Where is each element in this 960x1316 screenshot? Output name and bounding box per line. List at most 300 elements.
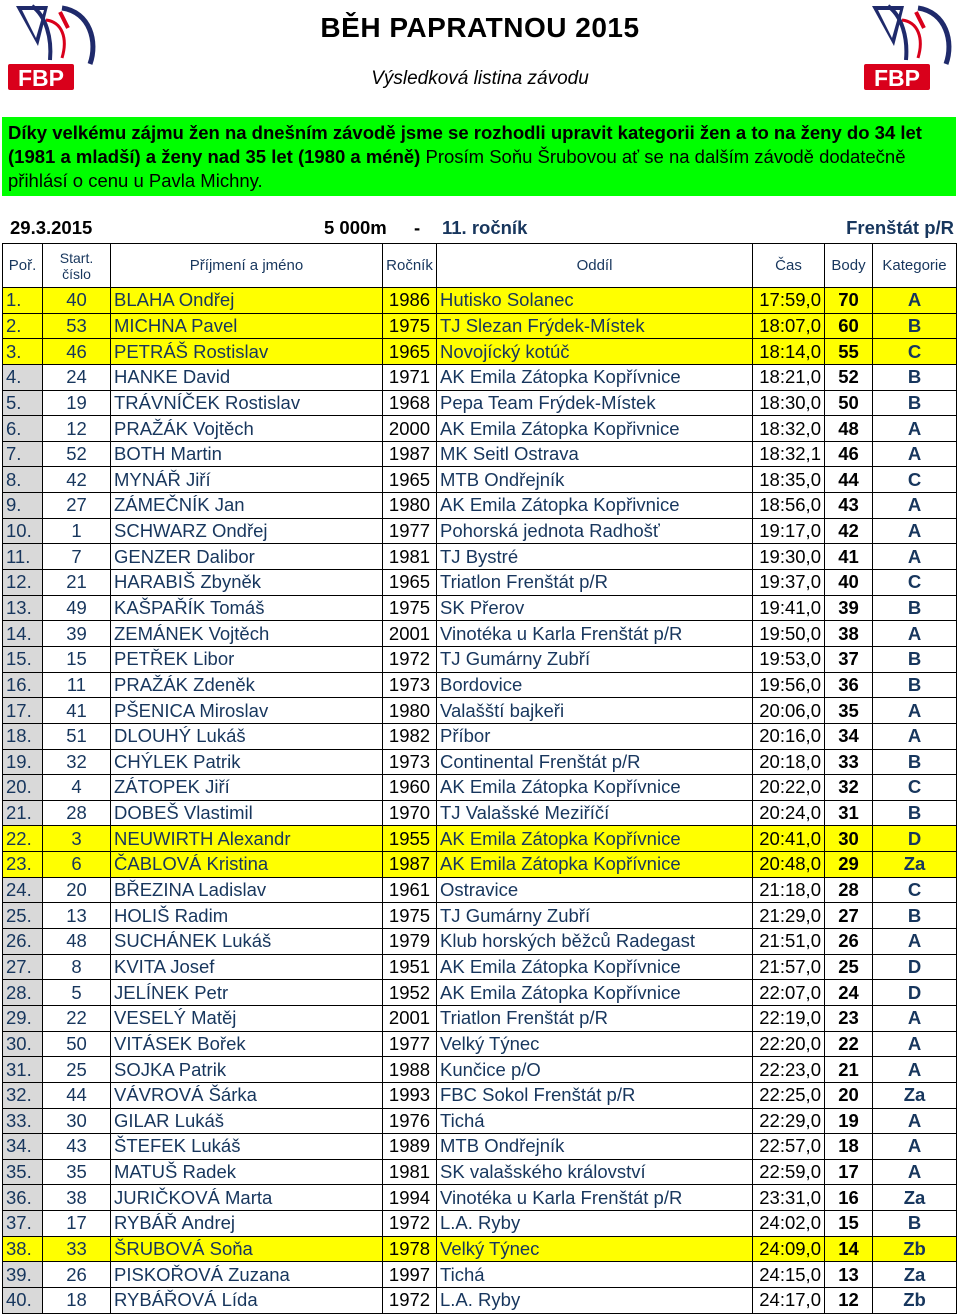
start-number-cell: 20 [43, 877, 111, 903]
start-number-cell: 21 [43, 570, 111, 596]
name-cell: KVITA Josef [111, 954, 383, 980]
year-cell: 1976 [383, 1108, 437, 1134]
year-cell: 1972 [383, 646, 437, 672]
points-cell: 43 [825, 493, 873, 519]
table-row [3, 1211, 957, 1237]
header-name: Příjmení a jméno [111, 244, 383, 288]
year-cell: 1977 [383, 1031, 437, 1057]
header-time: Čas [753, 244, 825, 288]
start-number-cell: 50 [43, 1031, 111, 1057]
start-number-cell: 4 [43, 775, 111, 801]
name-cell: JELÍNEK Petr [111, 980, 383, 1006]
time-cell: 22:59,0 [753, 1159, 825, 1185]
table-header-row [3, 244, 957, 288]
start-number-cell: 44 [43, 1082, 111, 1108]
start-number-cell: 17 [43, 1211, 111, 1237]
category-cell: A [873, 1005, 957, 1031]
year-cell: 1977 [383, 518, 437, 544]
points-cell: 50 [825, 390, 873, 416]
header-rank: Poř. [3, 244, 43, 288]
start-number-cell: 53 [43, 313, 111, 339]
category-cell: C [873, 877, 957, 903]
time-cell: 20:06,0 [753, 698, 825, 724]
year-cell: 1978 [383, 1236, 437, 1262]
club-cell: MTB Ondřejník [437, 1134, 753, 1160]
points-cell: 21 [825, 1057, 873, 1083]
club-cell: Velký Týnec [437, 1031, 753, 1057]
points-cell: 28 [825, 877, 873, 903]
rank-cell: 4. [3, 364, 43, 390]
race-edition: 11. ročník [442, 217, 528, 238]
club-cell: TJ Gumárny Zubří [437, 903, 753, 929]
name-cell: GILAR Lukáš [111, 1108, 383, 1134]
points-cell: 55 [825, 339, 873, 365]
table-row [3, 672, 957, 698]
name-cell: HARABIŠ Zbyněk [111, 570, 383, 596]
year-cell: 1975 [383, 313, 437, 339]
category-cell: C [873, 467, 957, 493]
category-cell: C [873, 775, 957, 801]
table-row [3, 1108, 957, 1134]
points-cell: 40 [825, 570, 873, 596]
start-number-cell: 8 [43, 954, 111, 980]
rank-cell: 35. [3, 1159, 43, 1185]
start-number-cell: 38 [43, 1185, 111, 1211]
time-cell: 20:48,0 [753, 852, 825, 878]
category-cell: A [873, 1159, 957, 1185]
start-number-cell: 24 [43, 364, 111, 390]
start-number-cell: 7 [43, 544, 111, 570]
start-number-cell: 32 [43, 749, 111, 775]
time-cell: 22:29,0 [753, 1108, 825, 1134]
points-cell: 15 [825, 1211, 873, 1237]
start-number-cell: 51 [43, 723, 111, 749]
table-row [3, 390, 957, 416]
table-row [3, 416, 957, 442]
club-cell: TJ Bystré [437, 544, 753, 570]
year-cell: 1989 [383, 1134, 437, 1160]
svg-text:FBP: FBP [874, 65, 920, 91]
table-row [3, 826, 957, 852]
year-cell: 1965 [383, 570, 437, 596]
start-number-cell: 13 [43, 903, 111, 929]
rank-cell: 34. [3, 1134, 43, 1160]
club-cell: TJ Gumárny Zubří [437, 646, 753, 672]
club-cell: Příbor [437, 723, 753, 749]
year-cell: 1988 [383, 1057, 437, 1083]
time-cell: 18:07,0 [753, 313, 825, 339]
table-row [3, 313, 957, 339]
start-number-cell: 49 [43, 595, 111, 621]
table-row [3, 570, 957, 596]
name-cell: SUCHÁNEK Lukáš [111, 929, 383, 955]
category-cell: A [873, 723, 957, 749]
points-cell: 22 [825, 1031, 873, 1057]
points-cell: 12 [825, 1287, 873, 1313]
category-cell: B [873, 749, 957, 775]
start-number-cell: 26 [43, 1262, 111, 1288]
name-cell: PETŘEK Libor [111, 646, 383, 672]
time-cell: 23:31,0 [753, 1185, 825, 1211]
year-cell: 1993 [383, 1082, 437, 1108]
category-cell: A [873, 441, 957, 467]
time-cell: 20:24,0 [753, 800, 825, 826]
table-row [3, 749, 957, 775]
start-number-cell: 22 [43, 1005, 111, 1031]
start-number-cell: 11 [43, 672, 111, 698]
club-cell: AK Emila Zátopka Kopřívnice [437, 852, 753, 878]
category-cell: B [873, 800, 957, 826]
time-cell: 18:30,0 [753, 390, 825, 416]
table-row [3, 518, 957, 544]
time-cell: 21:51,0 [753, 929, 825, 955]
club-cell: Ostravice [437, 877, 753, 903]
club-cell: Pepa Team Frýdek-Místek [437, 390, 753, 416]
category-cell: C [873, 570, 957, 596]
start-number-cell: 12 [43, 416, 111, 442]
rank-cell: 40. [3, 1287, 43, 1313]
name-cell: PRAŽÁK Vojtěch [111, 416, 383, 442]
table-row [3, 929, 957, 955]
category-cell: B [873, 672, 957, 698]
club-cell: Triatlon Frenštát p/R [437, 570, 753, 596]
category-cell: Zb [873, 1236, 957, 1262]
category-cell: A [873, 416, 957, 442]
club-cell: Valašští bajkeři [437, 698, 753, 724]
points-cell: 60 [825, 313, 873, 339]
club-cell: TJ Valašské Meziříčí [437, 800, 753, 826]
time-cell: 24:02,0 [753, 1211, 825, 1237]
name-cell: ZEMÁNEK Vojtěch [111, 621, 383, 647]
year-cell: 1973 [383, 749, 437, 775]
rank-cell: 26. [3, 929, 43, 955]
rank-cell: 19. [3, 749, 43, 775]
table-row [3, 903, 957, 929]
points-cell: 52 [825, 364, 873, 390]
name-cell: MATUŠ Radek [111, 1159, 383, 1185]
rank-cell: 10. [3, 518, 43, 544]
time-cell: 22:25,0 [753, 1082, 825, 1108]
time-cell: 18:32,1 [753, 441, 825, 467]
name-cell: ŠRUBOVÁ Soňa [111, 1236, 383, 1262]
points-cell: 16 [825, 1185, 873, 1211]
time-cell: 24:09,0 [753, 1236, 825, 1262]
points-cell: 41 [825, 544, 873, 570]
start-number-cell: 6 [43, 852, 111, 878]
category-notice [2, 117, 956, 196]
category-cell: B [873, 646, 957, 672]
category-cell: A [873, 544, 957, 570]
name-cell: PŠENICA Miroslav [111, 698, 383, 724]
category-cell: Zb [873, 1287, 957, 1313]
points-cell: 26 [825, 929, 873, 955]
category-cell: A [873, 1031, 957, 1057]
table-row [3, 698, 957, 724]
rank-cell: 12. [3, 570, 43, 596]
rank-cell: 8. [3, 467, 43, 493]
table-row [3, 980, 957, 1006]
name-cell: CHÝLEK Patrik [111, 749, 383, 775]
table-row [3, 1262, 957, 1288]
club-cell: SK valašského království [437, 1159, 753, 1185]
year-cell: 1965 [383, 467, 437, 493]
category-cell: D [873, 954, 957, 980]
year-cell: 1975 [383, 903, 437, 929]
rank-cell: 27. [3, 954, 43, 980]
points-cell: 23 [825, 1005, 873, 1031]
category-cell: A [873, 493, 957, 519]
start-number-cell: 52 [43, 441, 111, 467]
name-cell: DLOUHÝ Lukáš [111, 723, 383, 749]
name-cell: DOBEŠ Vlastimil [111, 800, 383, 826]
club-cell: Vinotéka u Karla Frenštát p/R [437, 1185, 753, 1211]
start-number-cell: 39 [43, 621, 111, 647]
name-cell: HOLIŠ Radim [111, 903, 383, 929]
year-cell: 1997 [383, 1262, 437, 1288]
race-info [10, 217, 954, 241]
table-row [3, 1005, 957, 1031]
page-title: BĚH PAPRATNOU 2015 [320, 12, 640, 43]
name-cell: GENZER Dalibor [111, 544, 383, 570]
club-cell: Kunčice p/O [437, 1057, 753, 1083]
table-row [3, 800, 957, 826]
club-cell: Novojícký kotúč [437, 339, 753, 365]
year-cell: 1971 [383, 364, 437, 390]
table-row [3, 1287, 957, 1313]
name-cell: VITÁSEK Bořek [111, 1031, 383, 1057]
rank-cell: 6. [3, 416, 43, 442]
time-cell: 24:15,0 [753, 1262, 825, 1288]
time-cell: 18:21,0 [753, 364, 825, 390]
year-cell: 1982 [383, 723, 437, 749]
points-cell: 39 [825, 595, 873, 621]
points-cell: 19 [825, 1108, 873, 1134]
name-cell: HANKE David [111, 364, 383, 390]
points-cell: 30 [825, 826, 873, 852]
club-cell: AK Emila Zátopka Kopřívnice [437, 826, 753, 852]
start-number-cell: 33 [43, 1236, 111, 1262]
start-number-cell: 30 [43, 1108, 111, 1134]
name-cell: PETRÁŠ Rostislav [111, 339, 383, 365]
club-cell: MK Seitl Ostrava [437, 441, 753, 467]
rank-cell: 1. [3, 288, 43, 314]
club-cell: SK Přerov [437, 595, 753, 621]
category-cell: B [873, 1211, 957, 1237]
table-row [3, 339, 957, 365]
points-cell: 34 [825, 723, 873, 749]
time-cell: 22:23,0 [753, 1057, 825, 1083]
club-cell: Triatlon Frenštát p/R [437, 1005, 753, 1031]
year-cell: 2000 [383, 416, 437, 442]
category-cell: A [873, 518, 957, 544]
club-cell: Klub horských běžců Radegast [437, 929, 753, 955]
time-cell: 22:19,0 [753, 1005, 825, 1031]
year-cell: 1987 [383, 441, 437, 467]
year-cell: 1965 [383, 339, 437, 365]
rank-cell: 37. [3, 1211, 43, 1237]
svg-text:FBP: FBP [18, 65, 64, 91]
club-cell: Continental Frenštát p/R [437, 749, 753, 775]
year-cell: 1970 [383, 800, 437, 826]
points-cell: 44 [825, 467, 873, 493]
club-cell: Hutisko Solanec [437, 288, 753, 314]
name-cell: MICHNA Pavel [111, 313, 383, 339]
category-cell: D [873, 980, 957, 1006]
start-number-cell: 27 [43, 493, 111, 519]
rank-cell: 38. [3, 1236, 43, 1262]
club-cell: AK Emila Zátopka Kopřívnice [437, 775, 753, 801]
club-cell: Tichá [437, 1108, 753, 1134]
year-cell: 1968 [383, 390, 437, 416]
start-number-cell: 43 [43, 1134, 111, 1160]
rank-cell: 29. [3, 1005, 43, 1031]
club-cell: Bordovice [437, 672, 753, 698]
time-cell: 21:18,0 [753, 877, 825, 903]
year-cell: 1961 [383, 877, 437, 903]
year-cell: 1986 [383, 288, 437, 314]
header-year: Ročník [383, 244, 437, 288]
club-cell: L.A. Ryby [437, 1287, 753, 1313]
time-cell: 19:37,0 [753, 570, 825, 596]
points-cell: 29 [825, 852, 873, 878]
name-cell: JURIČKOVÁ Marta [111, 1185, 383, 1211]
rank-cell: 24. [3, 877, 43, 903]
table-row [3, 544, 957, 570]
category-cell: Za [873, 1262, 957, 1288]
start-number-cell: 1 [43, 518, 111, 544]
time-cell: 19:30,0 [753, 544, 825, 570]
start-number-cell: 19 [43, 390, 111, 416]
points-cell: 20 [825, 1082, 873, 1108]
points-cell: 48 [825, 416, 873, 442]
rank-cell: 32. [3, 1082, 43, 1108]
rank-cell: 15. [3, 646, 43, 672]
category-cell: B [873, 595, 957, 621]
rank-cell: 11. [3, 544, 43, 570]
club-cell: AK Emila Zátopka Kopřívnice [437, 980, 753, 1006]
results-body [3, 288, 957, 1314]
race-distance: 5 000m [324, 217, 387, 238]
rank-cell: 7. [3, 441, 43, 467]
points-cell: 42 [825, 518, 873, 544]
points-cell: 17 [825, 1159, 873, 1185]
year-cell: 1980 [383, 698, 437, 724]
start-number-cell: 46 [43, 339, 111, 365]
results-table [2, 243, 957, 1314]
category-cell: A [873, 929, 957, 955]
club-cell: AK Emila Zátopka Kopřívnice [437, 954, 753, 980]
rank-cell: 16. [3, 672, 43, 698]
category-cell: A [873, 1057, 957, 1083]
start-number-cell: 41 [43, 698, 111, 724]
rank-cell: 25. [3, 903, 43, 929]
table-row [3, 1082, 957, 1108]
start-number-cell: 40 [43, 288, 111, 314]
category-cell: Za [873, 852, 957, 878]
info-separator: - [414, 217, 421, 238]
time-cell: 19:56,0 [753, 672, 825, 698]
category-cell: A [873, 1108, 957, 1134]
start-number-cell: 28 [43, 800, 111, 826]
club-cell: Pohorská jednota Radhošť [437, 518, 753, 544]
year-cell: 1987 [383, 852, 437, 878]
rank-cell: 39. [3, 1262, 43, 1288]
time-cell: 22:07,0 [753, 980, 825, 1006]
table-row [3, 877, 957, 903]
name-cell: PISKOŘOVÁ Zuzana [111, 1262, 383, 1288]
category-cell: B [873, 390, 957, 416]
time-cell: 20:18,0 [753, 749, 825, 775]
year-cell: 2001 [383, 621, 437, 647]
time-cell: 17:59,0 [753, 288, 825, 314]
year-cell: 1981 [383, 1159, 437, 1185]
time-cell: 24:17,0 [753, 1287, 825, 1313]
year-cell: 1955 [383, 826, 437, 852]
year-cell: 1994 [383, 1185, 437, 1211]
start-number-cell: 35 [43, 1159, 111, 1185]
table-row [3, 1185, 957, 1211]
category-cell: B [873, 903, 957, 929]
name-cell: ZÁMEČNÍK Jan [111, 493, 383, 519]
table-row [3, 467, 957, 493]
table-row [3, 441, 957, 467]
start-number-cell: 18 [43, 1287, 111, 1313]
points-cell: 46 [825, 441, 873, 467]
time-cell: 19:41,0 [753, 595, 825, 621]
rank-cell: 22. [3, 826, 43, 852]
rank-cell: 14. [3, 621, 43, 647]
table-row [3, 723, 957, 749]
table-row [3, 288, 957, 314]
points-cell: 32 [825, 775, 873, 801]
year-cell: 1951 [383, 954, 437, 980]
header-club: Oddíl [437, 244, 753, 288]
name-cell: SCHWARZ Ondřej [111, 518, 383, 544]
time-cell: 18:35,0 [753, 467, 825, 493]
rank-cell: 21. [3, 800, 43, 826]
header-points: Body [825, 244, 873, 288]
year-cell: 1975 [383, 595, 437, 621]
name-cell: ZÁTOPEK Jiří [111, 775, 383, 801]
table-row [3, 621, 957, 647]
points-cell: 14 [825, 1236, 873, 1262]
category-cell: C [873, 339, 957, 365]
year-cell: 1960 [383, 775, 437, 801]
year-cell: 1972 [383, 1287, 437, 1313]
club-cell: FBC Sokol Frenštát p/R [437, 1082, 753, 1108]
points-cell: 38 [825, 621, 873, 647]
year-cell: 1981 [383, 544, 437, 570]
club-cell: Tichá [437, 1262, 753, 1288]
name-cell: ŠTEFEK Lukáš [111, 1134, 383, 1160]
rank-cell: 33. [3, 1108, 43, 1134]
category-cell: Za [873, 1185, 957, 1211]
race-place: Frenštát p/R [846, 217, 954, 238]
rank-cell: 3. [3, 339, 43, 365]
year-cell: 1980 [383, 493, 437, 519]
header-category: Kategorie [873, 244, 957, 288]
name-cell: BOTH Martin [111, 441, 383, 467]
club-cell: TJ Slezan Frýdek-Místek [437, 313, 753, 339]
start-number-cell: 5 [43, 980, 111, 1006]
club-cell: L.A. Ryby [437, 1211, 753, 1237]
points-cell: 13 [825, 1262, 873, 1288]
rank-cell: 23. [3, 852, 43, 878]
name-cell: RYBÁŘ Andrej [111, 1211, 383, 1237]
start-number-cell: 3 [43, 826, 111, 852]
time-cell: 18:56,0 [753, 493, 825, 519]
table-row [3, 1031, 957, 1057]
